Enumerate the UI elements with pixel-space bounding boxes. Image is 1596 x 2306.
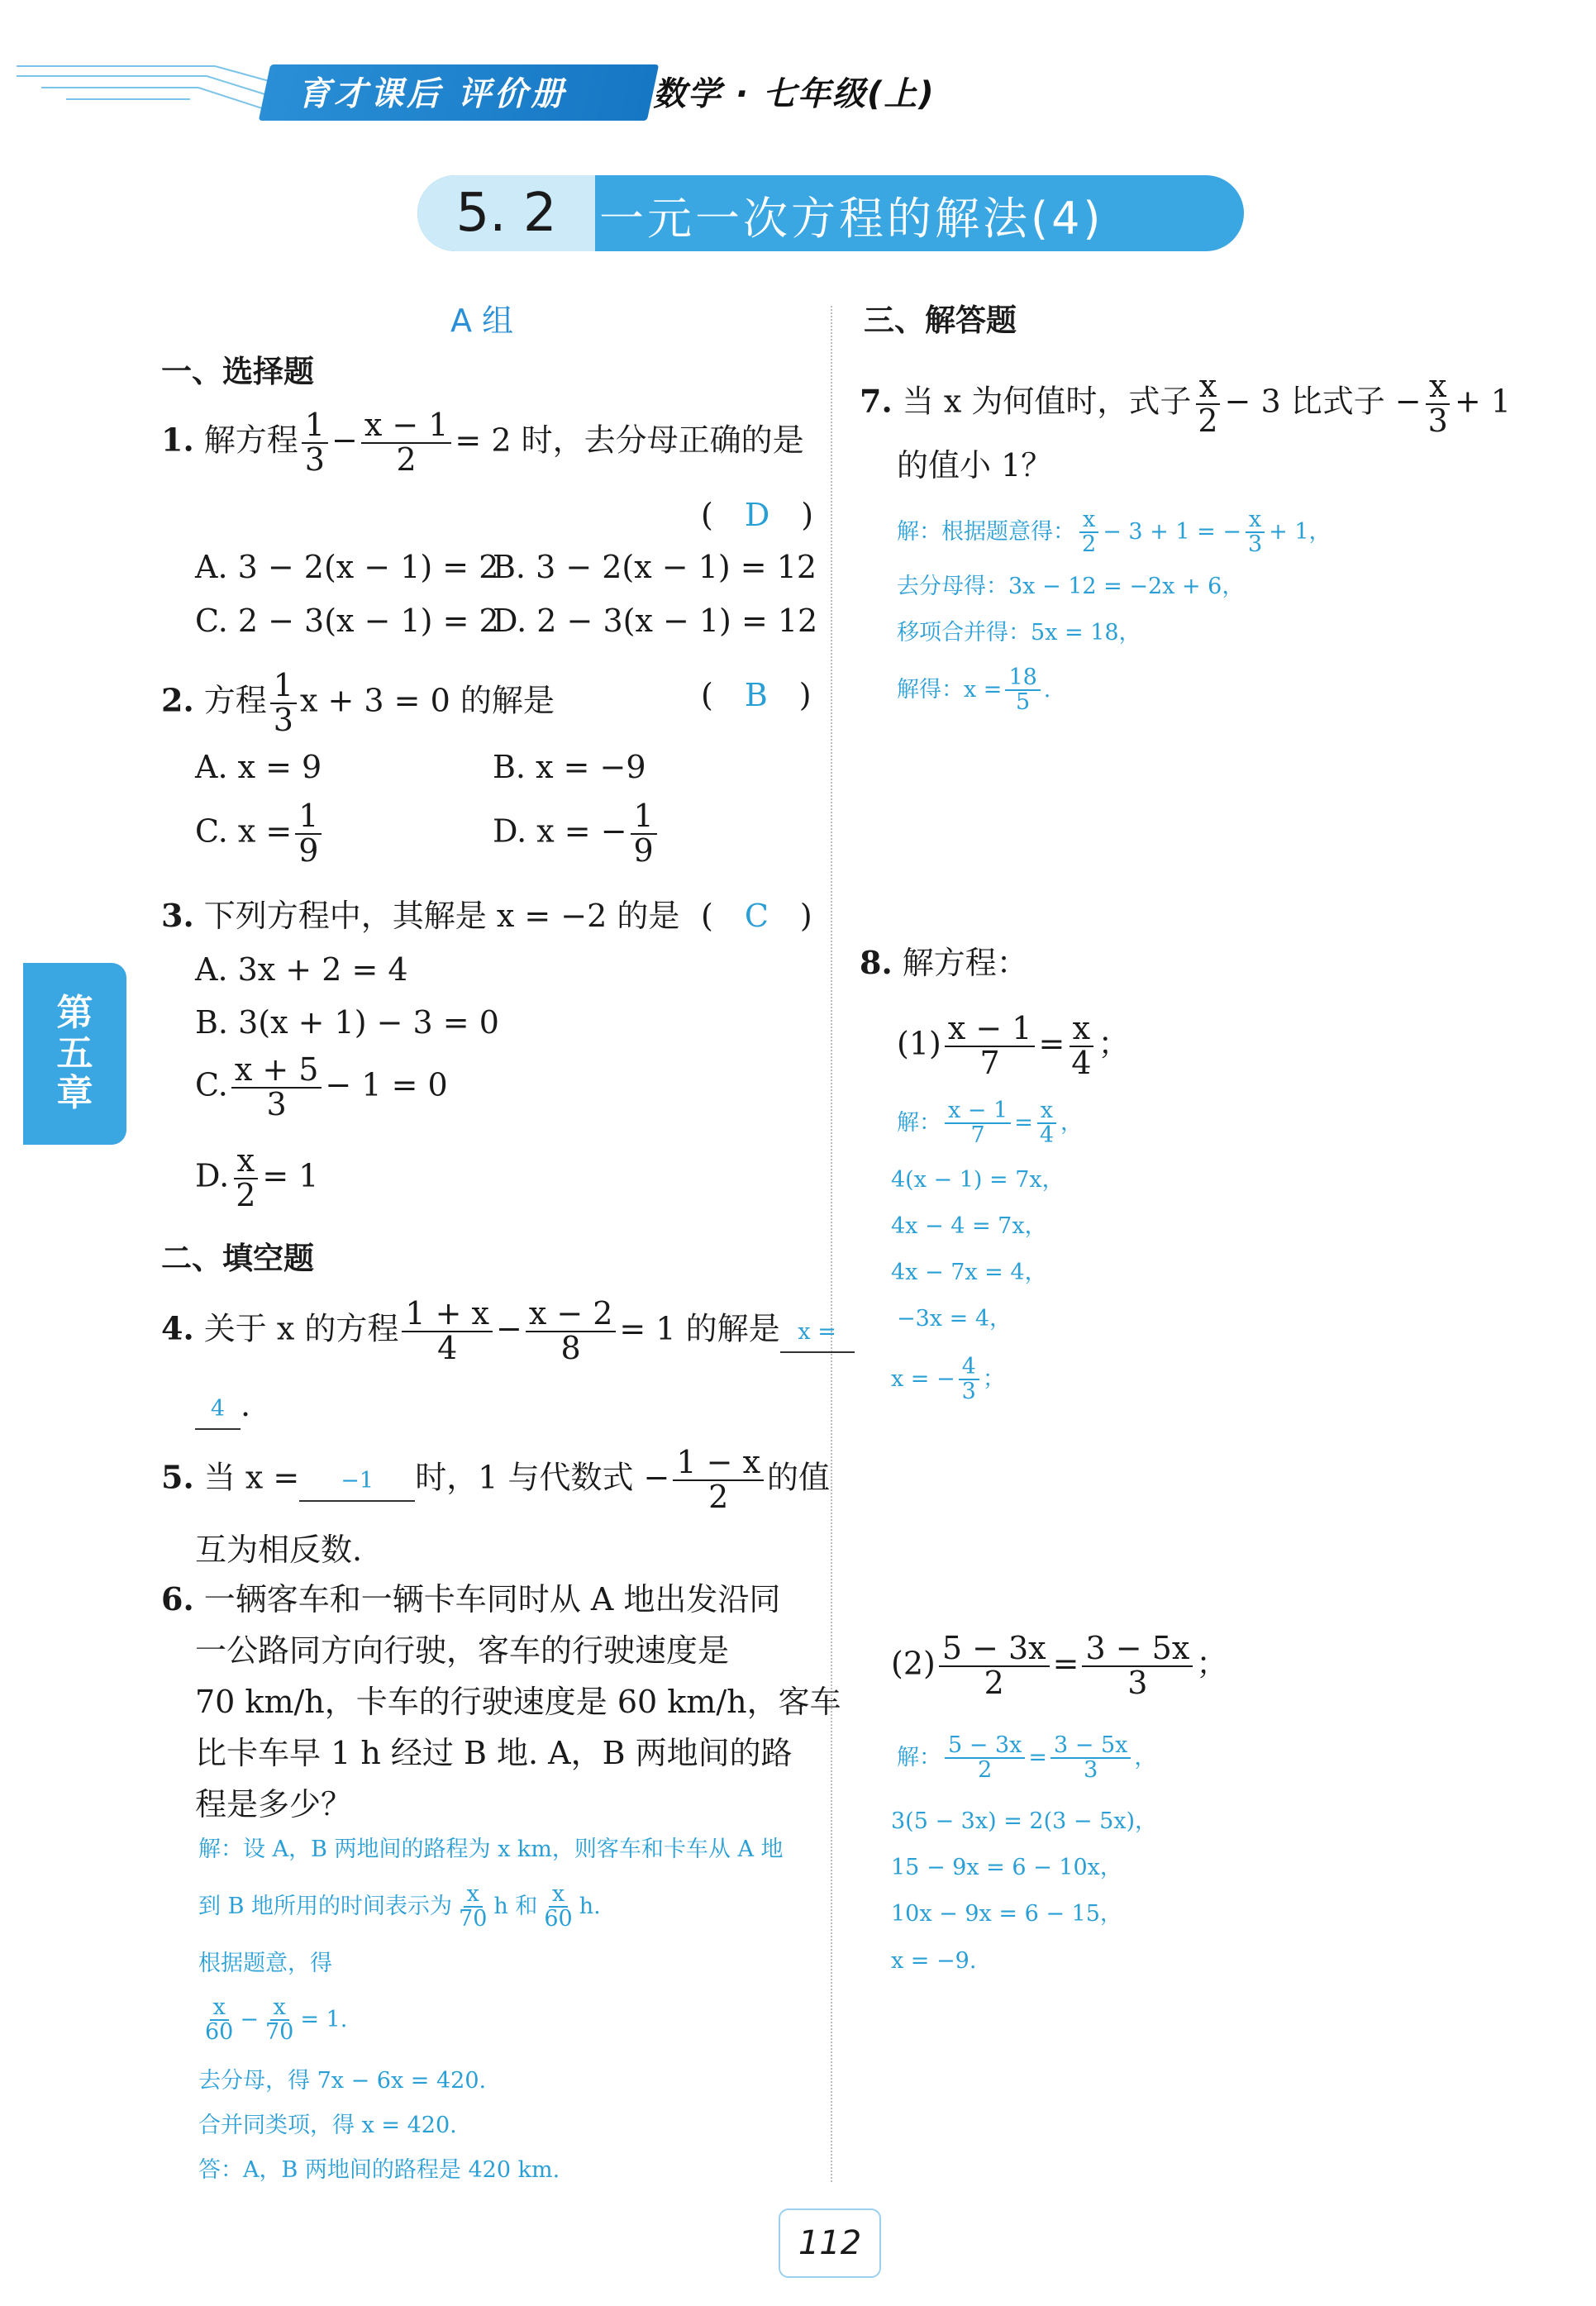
solution-text: ， [1060,1109,1084,1136]
question-number: 7. [860,382,893,420]
numerator: x [270,1996,289,2021]
numerator: 5 − 3x [939,1632,1050,1667]
fraction [939,1632,1050,1700]
solution-line: x = −9. [891,1948,977,1974]
solution-line: 解：设 A，B 两地间的路程为 x km，则客车和卡车从 A 地 [198,1837,784,1862]
numerator: 1 [295,800,322,835]
solution-line: 4x − 7x = 4， [891,1260,1047,1285]
question-4 [161,1295,855,1366]
operator: = [1038,1025,1065,1062]
solution-line: 10x − 9x = 6 − 15， [891,1901,1122,1927]
solution-text: = 1. [300,2006,348,2032]
numerator: x [549,1883,568,1908]
section-heading-choice: 一、选择题 [161,354,314,389]
question-number: 8. [860,944,893,981]
denominator: 8 [560,1329,581,1366]
group-label: A 组 [450,303,514,339]
question-number: 4. [161,1309,194,1347]
option-text: D. [195,1157,230,1194]
denominator: 4 [437,1329,458,1366]
denominator: 3 [1084,1757,1098,1784]
option-text: C. x = [195,812,293,850]
solution-line [897,508,1332,557]
solution-text: 解： [897,1109,941,1136]
question-5 [161,1446,830,1514]
section-number: 5. 2 [417,175,595,251]
chapter-tab [23,963,126,1145]
choice-answer: B [744,677,768,713]
operator: − [240,2006,259,2032]
denominator: 7 [970,1122,985,1149]
option-c [195,1051,448,1122]
numerator: 3 − 5x [1082,1632,1193,1667]
question-2 [161,669,555,737]
question-6-line: 70 km/h，卡车的行驶速度是 60 km/h，客车 [195,1684,841,1720]
option-text: C. [195,1066,228,1103]
solution-text: h 和 [493,1893,538,1919]
question-text: − 3 比式子 − [1224,383,1422,420]
numerator: 1 [270,669,297,704]
numerator: x − 2 [526,1298,617,1332]
solution-text: ； [982,1365,1005,1392]
fraction [945,1099,1011,1148]
chapter-tab-char: 第 [56,992,93,1035]
denominator: 7 [979,1044,1000,1081]
fraction [631,800,657,868]
fraction [673,1446,764,1514]
question-number: 2. [161,681,194,719]
option-a: A. 3 − 2(x − 1) = 2 [195,549,499,585]
solution-text: 解得：x = [897,676,1003,703]
question-1 [161,409,804,477]
question-text: ； [1196,1645,1228,1682]
numerator: x [1246,508,1265,533]
fraction [526,1295,617,1366]
numerator: 1 − x [673,1446,764,1481]
question-number: 5. [161,1458,194,1496]
question-text: = 2 时，去分母正确的是 [455,422,804,459]
option-text: = 1 [262,1157,319,1194]
question-text: 当 x = [203,1459,300,1496]
numerator: x + 5 [231,1054,322,1089]
question-text: x + 3 = 0 的解是 [299,682,555,719]
section-heading-fill: 二、填空题 [161,1241,314,1276]
numerator: x [1079,508,1098,533]
denominator: 3 [304,441,325,478]
fraction [1425,370,1451,438]
question-8-part-1 [897,1012,1129,1080]
fraction [1036,1099,1057,1148]
solution-text: 到 B 地所用的时间表示为 [198,1893,453,1919]
question-text: ； [1098,1025,1130,1062]
solution-line: 去分母，得 7x − 6x = 420. [198,2068,487,2094]
fraction [1082,1632,1193,1700]
solution-text: . [1043,676,1051,703]
question-text: 时，1 与代数式 − [415,1459,670,1496]
fill-answer: 4 [195,1390,241,1430]
question-text: 的值 [767,1459,831,1496]
fraction [1079,508,1099,557]
solution-line: 合并同类项，得 x = 420. [198,2113,457,2138]
question-number: 1. [161,421,194,459]
option-c [195,800,325,868]
question-text: 解方程 [203,422,298,459]
denominator: 3 [273,701,293,738]
denominator: 70 [264,2019,294,2046]
numerator: 1 [302,409,328,444]
question-5-cont: 互为相反数. [195,1532,363,1568]
numerator: x [1070,1012,1093,1047]
numerator: x − 1 [945,1012,1036,1047]
numerator: x − 1 [945,1099,1011,1124]
question-text: = 1 的解是 [619,1310,780,1347]
solution-line: 去分母得：3x − 12 = −2x + 6， [897,574,1245,599]
fraction [1068,1012,1094,1080]
solution-text: + 1， [1269,518,1332,545]
numerator: x [210,1996,229,2021]
fraction [232,1142,259,1213]
solution-line: 答：A，B 两地间的路程是 420 km. [198,2157,560,2183]
fraction [231,1051,322,1122]
question-6-line: 程是多少？ [195,1786,353,1822]
question-8-part-2 [891,1632,1227,1700]
denominator: 3 [266,1085,287,1122]
part-label: (2) [891,1645,936,1682]
question-7 [860,370,1511,438]
option-b: B. x = −9 [493,749,646,785]
part-label: (1) [897,1025,941,1062]
denominator: 3 [1427,402,1448,439]
denominator: 2 [984,1664,1004,1701]
fraction [202,1996,236,2045]
denominator: 60 [205,2019,234,2046]
fraction [262,1996,297,2045]
question-7-cont: 的值小 1？ [897,447,1053,484]
solution-line [897,666,1051,715]
solution-text: − 3 + 1 = − [1103,518,1241,545]
denominator: 2 [1198,402,1218,439]
fraction [361,409,452,477]
option-d: D. 2 − 3(x − 1) = 12 [493,603,818,639]
operator: = [1014,1109,1033,1136]
question-text: 解方程： [902,945,1028,981]
solution-line: 根据题意，得 [198,1951,332,1976]
numerator: 4 [959,1355,979,1380]
fraction [945,1734,1025,1783]
fraction [455,1883,490,1932]
solution-line [891,1355,1005,1404]
fraction [402,1295,493,1366]
solution-line: 3(5 − 3x) = 2(3 − 5x)， [891,1808,1158,1834]
denominator: 70 [459,1906,488,1932]
series-title: 育才课后 评价册 [298,75,567,113]
answer-bracket: ( B ) [701,677,812,713]
question-6-line: 比卡车早 1 h 经过 B 地. A，B 两地间的路 [195,1735,793,1771]
denominator: 3 [961,1379,976,1405]
answer-bracket: ( C ) [701,898,812,934]
solution-line: 15 − 9x = 6 − 10x， [891,1855,1122,1880]
numerator: 1 + x [402,1298,493,1332]
operator: = [1052,1645,1079,1682]
chapter-tab-char: 五 [56,1032,93,1074]
question-text: + 1 [1454,383,1511,420]
column-divider [831,306,832,2182]
denominator: 2 [236,1176,256,1213]
solution-text: 解： [897,1744,941,1770]
solution-line: 移项合并得：5x = 18， [897,620,1141,646]
denominator: 4 [1071,1044,1092,1081]
page-number: 112 [779,2208,881,2278]
question-4-cont [195,1386,250,1430]
question-6-line: 一公路同方向行驶，客车的行驶速度是 [195,1632,730,1669]
question-3 [161,897,679,935]
fill-answer: x = [780,1313,855,1353]
option-text: − 1 = 0 [325,1066,448,1103]
solution-line [897,1734,1156,1783]
denominator: 3 [1247,531,1263,558]
fraction [295,800,322,868]
fraction [945,1012,1036,1080]
numerator: x [1037,1099,1056,1124]
solution-line [897,1099,1083,1148]
solution-text: h. [579,1893,601,1919]
question-number: 3. [161,897,194,934]
fraction [270,669,297,737]
option-b: B. 3(x + 1) − 3 = 0 [195,1004,499,1041]
option-text: D. x = − [493,812,627,850]
denominator: 9 [633,831,654,869]
solution-text: 解：根据题意得： [897,518,1075,545]
numerator: 1 [631,800,657,835]
denominator: 4 [1039,1122,1055,1149]
denominator: 2 [1082,531,1097,558]
answer-bracket: ( D ) [701,497,814,533]
fill-answer: −1 [299,1462,415,1502]
solution-text: ， [1134,1744,1157,1770]
subject-grade: 数学 · 七年级(上) [653,75,936,113]
solution-line: −3x = 4， [897,1306,1012,1332]
section-heading-answer: 三、解答题 [864,303,1017,338]
option-b: B. 3 − 2(x − 1) = 12 [493,549,817,585]
solution-line: 4x − 4 = 7x， [891,1213,1047,1239]
operator: = [1028,1744,1047,1770]
option-d [493,800,660,868]
section-title: 一元一次方程的解法(4) [599,193,1104,245]
fraction [959,1355,979,1404]
operator: − [331,422,358,459]
solution-line: 4(x − 1) = 7x， [891,1167,1065,1193]
solution-line [198,1883,601,1932]
question-text: 当 x 为何值时，式子 [902,383,1192,420]
solution-text: x = − [891,1365,955,1392]
choice-answer: D [744,497,770,533]
question-text: 方程 [203,682,267,719]
numerator: x [464,1883,483,1908]
fraction [1051,1734,1131,1783]
numerator: x − 1 [361,409,452,444]
numerator: 18 [1005,666,1040,691]
option-d [195,1142,319,1213]
fraction [541,1883,575,1932]
numerator: 5 − 3x [945,1734,1025,1759]
option-a: A. 3x + 2 = 4 [195,951,408,988]
numerator: 3 − 5x [1051,1734,1131,1759]
denominator: 3 [1127,1664,1148,1701]
chapter-tab-char: 章 [56,1072,93,1115]
question-text: . [241,1387,251,1423]
denominator: 2 [708,1478,729,1515]
question-6 [161,1580,780,1618]
solution-line [198,1996,347,2045]
numerator: x [234,1145,258,1179]
choice-answer: C [744,898,769,934]
fraction [1005,666,1040,715]
question-8 [860,944,1028,982]
numerator: x [1426,370,1450,405]
question-number: 6. [161,1580,194,1618]
denominator: 2 [396,441,417,478]
denominator: 5 [1016,689,1031,716]
option-a: A. x = 9 [195,749,322,785]
question-text: 下列方程中，其解是 x = −2 的是 [203,898,680,934]
fraction [302,409,328,477]
fraction [1194,370,1221,438]
denominator: 9 [298,831,319,869]
option-c: C. 2 − 3(x − 1) = 2 [195,603,499,639]
operator: − [495,1310,522,1347]
fraction [1245,508,1265,557]
denominator: 2 [978,1757,993,1784]
denominator: 60 [544,1906,573,1932]
question-text: 一辆客车和一辆卡车同时从 A 地出发沿同 [203,1581,781,1618]
numerator: x [1196,370,1220,405]
question-text: 关于 x 的方程 [203,1310,399,1347]
